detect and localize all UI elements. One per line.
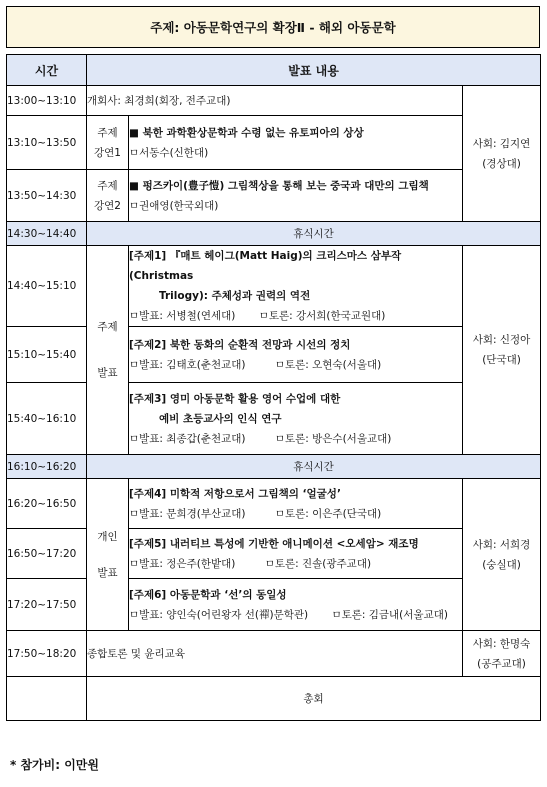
- header-row: [7, 55, 541, 86]
- presenter: ㅁ발표: 문희경(부산교대): [129, 507, 246, 520]
- topic-people: [129, 355, 462, 375]
- topic-content: [129, 383, 463, 455]
- table-row: [7, 631, 541, 677]
- moderator-cell: [463, 479, 541, 631]
- topic-title: [주제6] 아동문학과 ‘선’의 동일성: [129, 588, 287, 601]
- discussant: ㅁ토론: 진솔(광주교대): [264, 557, 372, 570]
- page-title: 주제: 아동문학연구의 확장Ⅱ - 해외 아동문학: [6, 6, 540, 48]
- closing-discussion: 종합토론 및 윤리교육: [87, 631, 463, 677]
- lecture-speaker: ㅁ권애영(한국외대): [129, 199, 219, 212]
- topic-people: [129, 605, 462, 625]
- topic-title: [주제1] 『매트 헤이그(Matt Haig)의 크리스마스 삼부작(Christmas: [129, 250, 402, 282]
- time-cell: [7, 677, 87, 721]
- discussant: ㅁ토론: 이은주(단국대): [274, 507, 382, 520]
- time-cell: 16:50~17:20: [7, 529, 87, 579]
- discussant: ㅁ토론: 강서희(한국교원대): [258, 310, 386, 322]
- session-label-line: 발표: [97, 566, 118, 579]
- session-label: [87, 116, 129, 170]
- opening-remarks: 개회사: 최경희(회장, 전주교대): [87, 86, 463, 116]
- moderator-name: 사회: 김지연: [472, 137, 531, 150]
- topic-title: [주제3] 영미 아동문학 활용 영어 수업에 대한: [129, 392, 341, 405]
- break-row: [7, 222, 541, 246]
- moderator-name: 사회: 신정아: [472, 334, 531, 346]
- topic-title: [주제5] 내러티브 특성에 기반한 애니메이션 <오세암> 재조명: [129, 537, 419, 550]
- lecture-content: [129, 116, 463, 170]
- session-label: [87, 170, 129, 222]
- fee-note: * 참가비: 이만원: [10, 758, 99, 772]
- break-row: [7, 455, 541, 479]
- lecture-title: ■ 펑즈카이(豊子愷) 그림책상을 통해 보는 중국과 대만의 그림책: [129, 179, 429, 192]
- topic-title-cont: 예비 초등교사의 인식 연구: [159, 412, 282, 425]
- topic-content: [129, 327, 463, 383]
- topic-people: [129, 504, 462, 524]
- topic-people: [129, 554, 462, 574]
- session-label-line: 주제: [97, 179, 118, 192]
- topic-content: [129, 579, 463, 631]
- moderator-cell: [463, 86, 541, 222]
- discussant: ㅁ토론: 방은수(서울교대): [274, 432, 392, 445]
- session-label-line: 주제: [97, 321, 118, 333]
- lecture-content: [129, 170, 463, 222]
- session-label-line: 강연1: [94, 146, 121, 159]
- presenter: ㅁ발표: 최종갑(춘천교대): [129, 432, 246, 445]
- time-cell: 17:50~18:20: [7, 631, 87, 677]
- table-row: [7, 170, 541, 222]
- time-cell: 15:10~15:40: [7, 327, 87, 383]
- session-label-line: 개인: [97, 530, 118, 543]
- topic-content: [129, 479, 463, 529]
- moderator-affiliation: (경상대): [482, 157, 521, 170]
- moderator-affiliation: (단국대): [482, 354, 521, 366]
- time-cell: 16:20~16:50: [7, 479, 87, 529]
- session-label: [87, 479, 129, 631]
- session-label-line: 발표: [97, 367, 118, 379]
- topic-people: [129, 306, 462, 326]
- time-cell: 14:40~15:10: [7, 246, 87, 327]
- schedule-sheet: [6, 6, 540, 721]
- presenter: ㅁ발표: 김태호(춘천교대): [129, 358, 246, 371]
- presenter: ㅁ발표: 서병철(연세대): [129, 310, 236, 322]
- time-cell: 16:10~16:20: [7, 455, 87, 479]
- session-label-line: 강연2: [94, 199, 121, 212]
- time-cell: 17:20~17:50: [7, 579, 87, 631]
- time-cell: 13:50~14:30: [7, 170, 87, 222]
- moderator-name: 사회: 한명숙: [472, 637, 531, 650]
- break-label: 휴식시간: [87, 222, 541, 246]
- moderator-cell: [463, 631, 541, 677]
- session-label-line: 주제: [97, 126, 118, 139]
- moderator-affiliation: (숭실대): [482, 558, 521, 571]
- table-row: [7, 246, 541, 327]
- topic-title: [주제2] 북한 동화의 순환적 전망과 시선의 정치: [129, 338, 351, 351]
- session-label: [87, 246, 129, 455]
- topic-content: [129, 246, 463, 327]
- time-header: 시간: [7, 55, 87, 86]
- presenter: ㅁ발표: 양인숙(어린왕자 선(禪)문학관): [129, 608, 309, 621]
- discussant: ㅁ토론: 김금내(서울교대): [331, 608, 448, 621]
- table-row: [7, 677, 541, 721]
- presenter: ㅁ발표: 정은주(한밭대): [129, 557, 236, 570]
- lecture-speaker: ㅁ서동수(신한대): [129, 146, 209, 159]
- content-header: 발표 내용: [87, 55, 541, 86]
- lecture-title: ■ 북한 과학환상문학과 수령 없는 유토피아의 상상: [129, 126, 364, 139]
- time-cell: 14:30~14:40: [7, 222, 87, 246]
- table-row: [7, 479, 541, 529]
- schedule-table: [6, 54, 541, 721]
- topic-content: [129, 529, 463, 579]
- table-row: [7, 86, 541, 116]
- topic-people: [129, 429, 462, 449]
- time-cell: 13:10~13:50: [7, 116, 87, 170]
- topic-title-cont: Trilogy): 주체성과 권력의 역전: [159, 290, 311, 302]
- time-cell: 13:00~13:10: [7, 86, 87, 116]
- moderator-cell: [463, 246, 541, 455]
- moderator-affiliation: (공주교대): [477, 657, 526, 670]
- table-row: [7, 116, 541, 170]
- general-assembly: 총회: [87, 677, 541, 721]
- break-label: 휴식시간: [87, 455, 541, 479]
- topic-title: [주제4] 미학적 저항으로서 그림책의 ‘얼굴성’: [129, 487, 341, 500]
- moderator-name: 사회: 서희경: [472, 538, 531, 551]
- discussant: ㅁ토론: 오현숙(서울대): [274, 358, 382, 371]
- time-cell: 15:40~16:10: [7, 383, 87, 455]
